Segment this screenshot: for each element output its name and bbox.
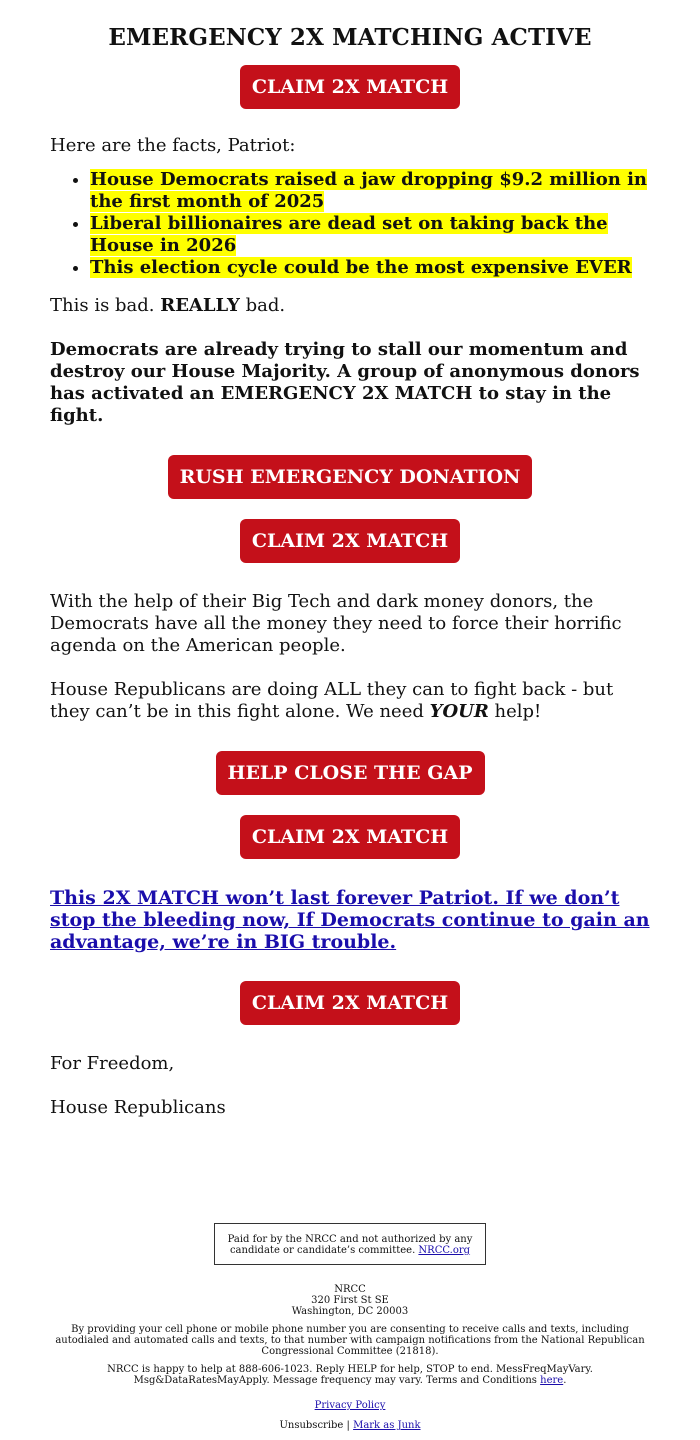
- paid-for-text: Paid for by the NRCC and not authorized by any candidate or candidate’s committee.: [227, 1234, 473, 1256]
- claim-match-button[interactable]: CLAIM 2X MATCH: [240, 519, 460, 563]
- republicans-lead: House Republicans are doing ALL they can to fight back - but they can’t be in this fight alone. We need: [50, 679, 614, 722]
- bad-lead: This is bad.: [50, 295, 161, 316]
- list-item: [90, 169, 650, 213]
- nrcc-link[interactable]: NRCC.org: [418, 1245, 471, 1256]
- republicans-tail: help!: [488, 701, 542, 722]
- bad-paragraph: [50, 295, 650, 317]
- button-row: [50, 65, 650, 109]
- consent-text: By providing your cell phone or mobile phone number you are consenting to receive calls and texts, including autodialed and automated calls and texts, to that number with campaign notifications from the National Republican Congressional Committee (21818).: [55, 1324, 645, 1357]
- button-row: [50, 519, 650, 563]
- email-body: [50, 0, 650, 1431]
- separator: |: [343, 1420, 354, 1431]
- claim-match-button[interactable]: CLAIM 2X MATCH: [240, 981, 460, 1025]
- unsubscribe-row: [50, 1420, 650, 1431]
- bad-bold: REALLY: [160, 295, 240, 316]
- privacy-row: [50, 1400, 650, 1411]
- unsubscribe-link[interactable]: Unsubscribe: [279, 1420, 344, 1431]
- claim-match-button[interactable]: CLAIM 2X MATCH: [240, 65, 460, 109]
- facts-list: [50, 169, 650, 279]
- button-row: [50, 455, 650, 499]
- help-text: [50, 1364, 650, 1386]
- signature: House Republicans: [50, 1097, 226, 1118]
- org-name: NRCC: [334, 1284, 366, 1295]
- privacy-policy-link[interactable]: Privacy Policy: [314, 1400, 386, 1411]
- button-row: [50, 981, 650, 1025]
- fact-text: Liberal billionaires are dead set on taking back the House in 2026: [90, 213, 608, 256]
- big-tech-paragraph: With the help of their Big Tech and dark money donors, the Democrats have all the money they need to force their horrific agenda on the American people.: [50, 591, 622, 656]
- bold-paragraph: Democrats are already trying to stall our momentum and destroy our House Majority. A group of anonymous donors has activated an EMERGENCY 2X MATCH to stay in the fight.: [50, 339, 640, 426]
- your-emphasis: YOUR: [429, 701, 489, 722]
- fact-text: This election cycle could be the most expensive EVER: [90, 257, 632, 278]
- help-end: .: [563, 1375, 567, 1386]
- button-row: [50, 815, 650, 859]
- bad-tail: bad.: [239, 295, 286, 316]
- list-item: [90, 257, 650, 279]
- donate-link-paragraph[interactable]: This 2X MATCH won’t last forever Patriot. If we don’t stop the bleeding now, If Democrats continue to gain an advantage, we’re in BIG trouble.: [50, 887, 650, 953]
- address-line-2: Washington, DC 20003: [291, 1306, 409, 1317]
- republicans-paragraph: [50, 679, 650, 723]
- button-row: [50, 751, 650, 795]
- paid-for-box: [214, 1223, 486, 1265]
- terms-link[interactable]: here: [540, 1375, 564, 1386]
- mark-as-junk-link[interactable]: Mark as Junk: [353, 1420, 421, 1431]
- address-line-1: 320 First St SE: [311, 1295, 389, 1306]
- list-item: [90, 213, 650, 257]
- spacer: [50, 1119, 650, 1223]
- help-body: NRCC is happy to help at 888-606-1023. Reply HELP for help, STOP to end. MessFreqMayVary. Msg&DataRatesMayApply. Message frequency may vary. Terms and Conditions: [107, 1364, 593, 1386]
- headline: EMERGENCY 2X MATCHING ACTIVE: [108, 24, 592, 51]
- signoff: For Freedom,: [50, 1053, 175, 1074]
- close-gap-button[interactable]: HELP CLOSE THE GAP: [216, 751, 485, 795]
- facts-intro: Here are the facts, Patriot:: [50, 135, 296, 156]
- fact-text: House Democrats raised a jaw dropping $9.2 million in the first month of 2025: [90, 169, 647, 212]
- claim-match-button[interactable]: CLAIM 2X MATCH: [240, 815, 460, 859]
- rush-donation-button[interactable]: RUSH EMERGENCY DONATION: [168, 455, 533, 499]
